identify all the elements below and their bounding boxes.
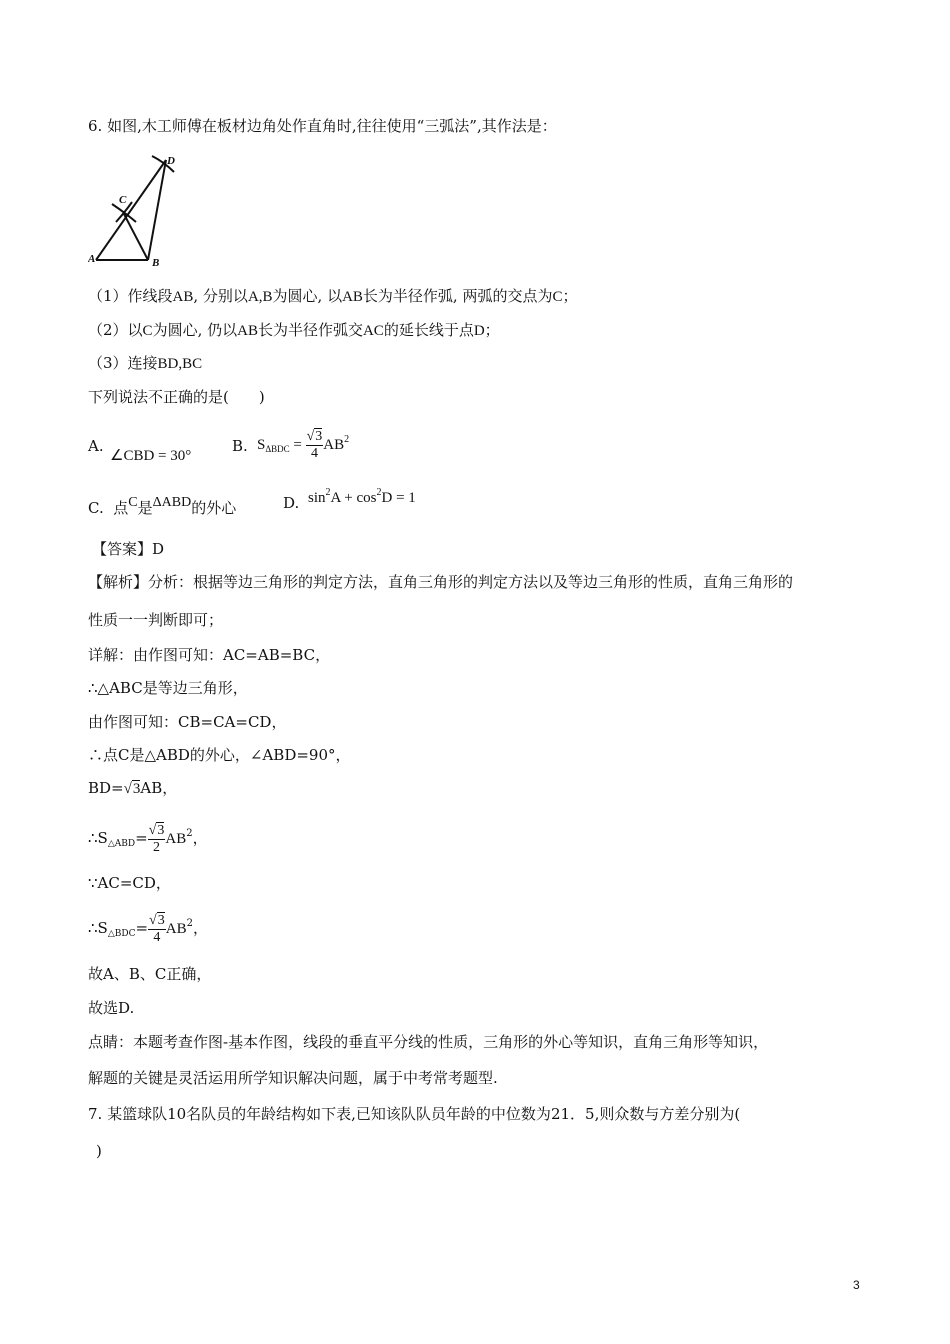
conclusion-2: 故选D. — [88, 999, 135, 1017]
comment-line-1: 点睛：本题考查作图-基本作图，线段的垂直平分线的性质，三角形的外心等知识，直角三角形等知识， — [88, 1033, 769, 1051]
conclusion-1: 故A、B、C正确， — [88, 965, 212, 983]
q6-stem: 6. 如图,木工师傅在板材边角处作直角时,往往使用“三弧法”,其作法是： — [88, 117, 557, 135]
comment-line-2: 解题的关键是灵活运用所学知识解决问题，属于中考常考题型. — [88, 1069, 498, 1087]
answer: 【答案】D — [92, 540, 165, 558]
detail-line-4: ∴点C是△ABD的外心，∠ABD=90°， — [88, 746, 351, 764]
option-a: ∠CBD = 30° — [110, 448, 192, 464]
label-a: A — [88, 253, 96, 265]
detail-line-2: ∴△ABC是等边三角形， — [88, 679, 248, 697]
label-c: C — [119, 194, 127, 206]
q7-close: ) — [96, 1142, 102, 1160]
option-c: C. 点C是ΔABD的外心 — [88, 495, 237, 517]
detail-line-3: 由作图可知：CB=CA=CD， — [88, 713, 287, 731]
three-arc-construction-figure — [88, 152, 188, 267]
bd-relation: BD=√3AB， — [88, 779, 178, 797]
label-b: B — [152, 257, 160, 267]
option-b-label: B. — [232, 437, 248, 455]
label-d: D — [167, 155, 175, 167]
option-b: $S_{\Delta BDC}$ = $\frac{√3}{4}$ $AB^2$ — [257, 429, 350, 462]
option-a-label: A. — [88, 437, 104, 455]
segment-ad — [96, 160, 166, 260]
q6-step3: （3）连接BD,BC — [88, 354, 203, 372]
q7-stem: 7. 某篮球队10名队员的年龄结构如下表,已知该队队员年龄的中位数为21．5,则众数与方差分别为( — [88, 1105, 741, 1123]
area-abd: $\therefore S_{\triangle ABD}=$ $\frac{√3}{2}$ $AB^2$， — [88, 822, 208, 855]
q6-ask: 下列说法不正确的是( ) — [88, 388, 265, 406]
detail-line-1: 详解：由作图可知：AC=AB=BC， — [88, 646, 331, 664]
option-d: $\sin^2A + \cos^2D = 1$ — [308, 487, 416, 506]
analysis-line-1: 【解析】分析：根据等边三角形的判定方法，直角三角形的判定方法以及等边三角形的性质，直角三角形的 — [88, 573, 794, 591]
analysis-line-2: 性质一一判断即可； — [88, 611, 224, 629]
segment-bd — [148, 160, 166, 260]
option-d-label: D. — [283, 494, 300, 512]
area-bdc: $\therefore S_{\triangle BDC}=$ $\frac{√3}{4}$ $AB^2$， — [88, 912, 208, 945]
page-number: 3 — [853, 1278, 860, 1292]
q6-step1: （1）作线段AB, 分别以A,B为圆心, 以AB长为半径作弧, 两弧的交点为C； — [88, 287, 578, 305]
because-line: ∵AC=CD， — [88, 874, 171, 892]
q6-step2: （2）以C为圆心, 仍以AB长为半径作弧交AC的延长线于点D； — [88, 321, 500, 339]
